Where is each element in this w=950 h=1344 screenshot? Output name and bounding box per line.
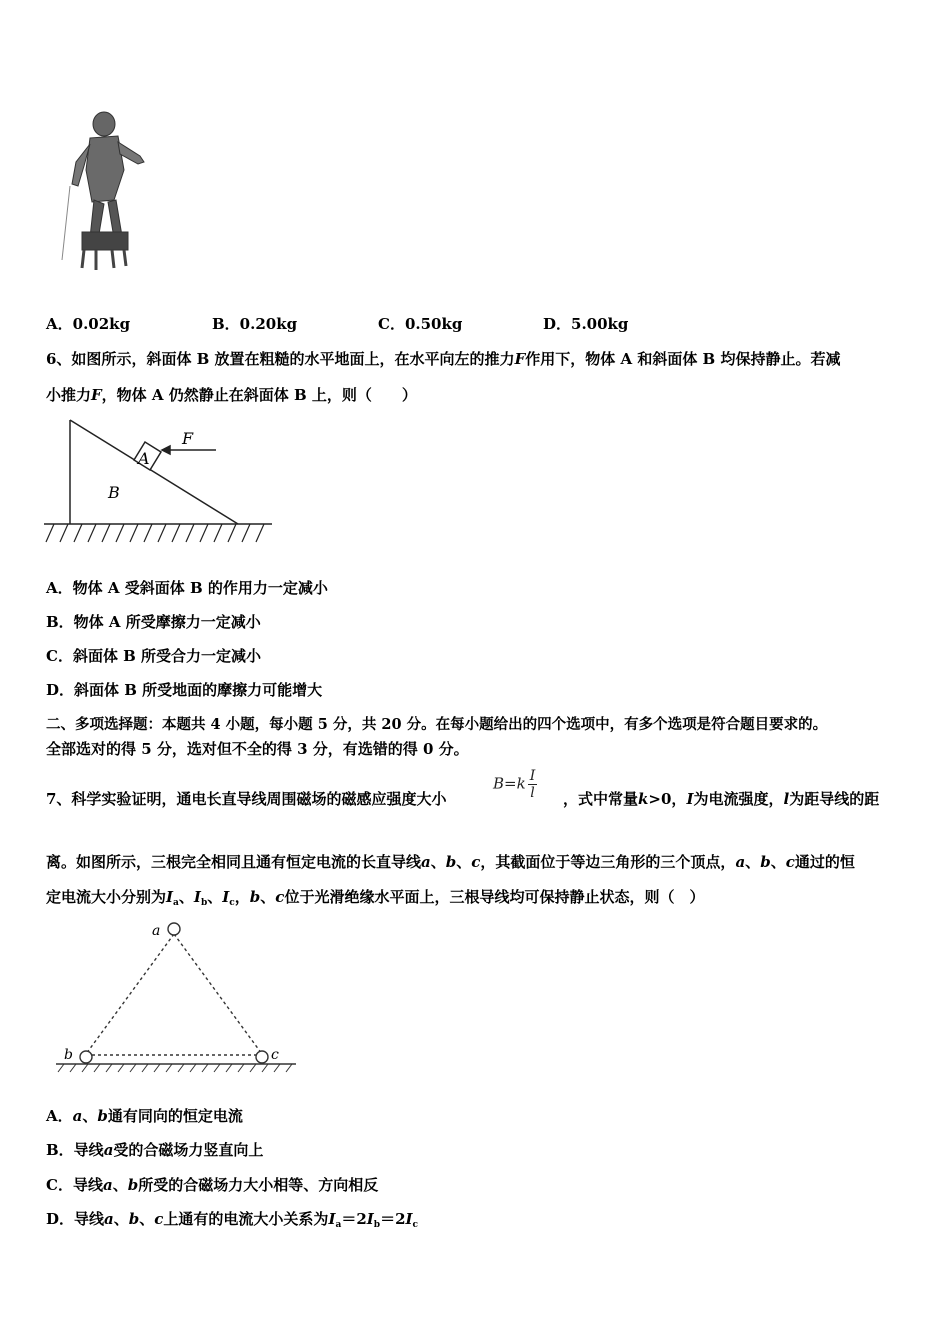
q5-option-a[interactable]: A．0.02kg xyxy=(46,315,131,333)
q7-stem-line2: 离。如图所示，三根完全相同且通有恒定电流的长直导线a、b、c，其截面位于等边三角形的三个顶点，a、b、c通过的恒 xyxy=(46,853,855,871)
q7-stem-line3: 定电流大小分别为$I_a$、$I_b$、$I_c$，b、c位于光滑绝缘水平面上，三根导线均可保持静止状态，则（ ） xyxy=(46,888,705,908)
force-f-label: F xyxy=(182,429,194,448)
q7-option-d[interactable]: D．导线a、b、c上通有的电流大小关系为$I_a=2I_b=2I_c$ xyxy=(46,1210,419,1230)
wire-b-label: b xyxy=(64,1047,73,1063)
block-a-label: A xyxy=(138,449,150,468)
section2-heading-line2: 全部选对的得 5 分，选对但不全的得 3 分，有选错的得 0 分。 xyxy=(46,740,469,758)
incline-figure xyxy=(44,416,276,550)
q6-option-b[interactable]: B．物体 A 所受摩擦力一定减小 xyxy=(46,613,261,631)
q7-stem-line1: 7、科学实验证明，通电长直导线周围磁场的磁感应强度大小 xyxy=(46,790,447,808)
q6-option-c[interactable]: C．斜面体 B 所受合力一定减小 xyxy=(46,647,262,665)
q6-option-d[interactable]: D．斜面体 B 所受地面的摩擦力可能增大 xyxy=(46,681,323,699)
wedge-b-label: B xyxy=(108,483,120,502)
q5-option-b[interactable]: B．0.20kg xyxy=(212,315,298,333)
wire-c-label: c xyxy=(271,1047,279,1063)
section2-heading-line1: 二、多项选择题：本题共 4 小题，每小题 5 分，共 20 分。在每小题给出的四个选项中，有多个选项是符合题目要求的。 xyxy=(46,716,828,733)
q7-option-c[interactable]: C．导线a、b所受的合磁场力大小相等、方向相反 xyxy=(46,1176,379,1194)
q5-option-c[interactable]: C．0.50kg xyxy=(378,315,463,333)
q7-stem-line1-tail: ，式中常量k>0，I为电流强度，l为距导线的距 xyxy=(563,790,880,808)
magnetic-field-formula: B=k $\frac{I}{l}$ xyxy=(493,768,536,801)
q6-stem-line1: 6、如图所示，斜面体 B 放置在粗糙的水平地面上，在水平向左的推力F作用下，物体 A 和斜面体 B 均保持静止。若减 xyxy=(46,350,841,368)
q7-option-a[interactable]: A．a、b通有同向的恒定电流 xyxy=(46,1107,243,1125)
jetpack-person-figure xyxy=(52,110,152,275)
q7-option-b[interactable]: B．导线a受的合磁场力竖直向上 xyxy=(46,1141,264,1159)
wire-triangle-figure xyxy=(52,918,300,1076)
wire-a-label: a xyxy=(152,923,161,939)
q6-option-a[interactable]: A．物体 A 受斜面体 B 的作用力一定减小 xyxy=(46,579,328,597)
q5-option-d[interactable]: D．5.00kg xyxy=(543,315,629,333)
q6-stem-line2: 小推力F，物体 A 仍然静止在斜面体 B 上，则（ ） xyxy=(46,386,417,404)
